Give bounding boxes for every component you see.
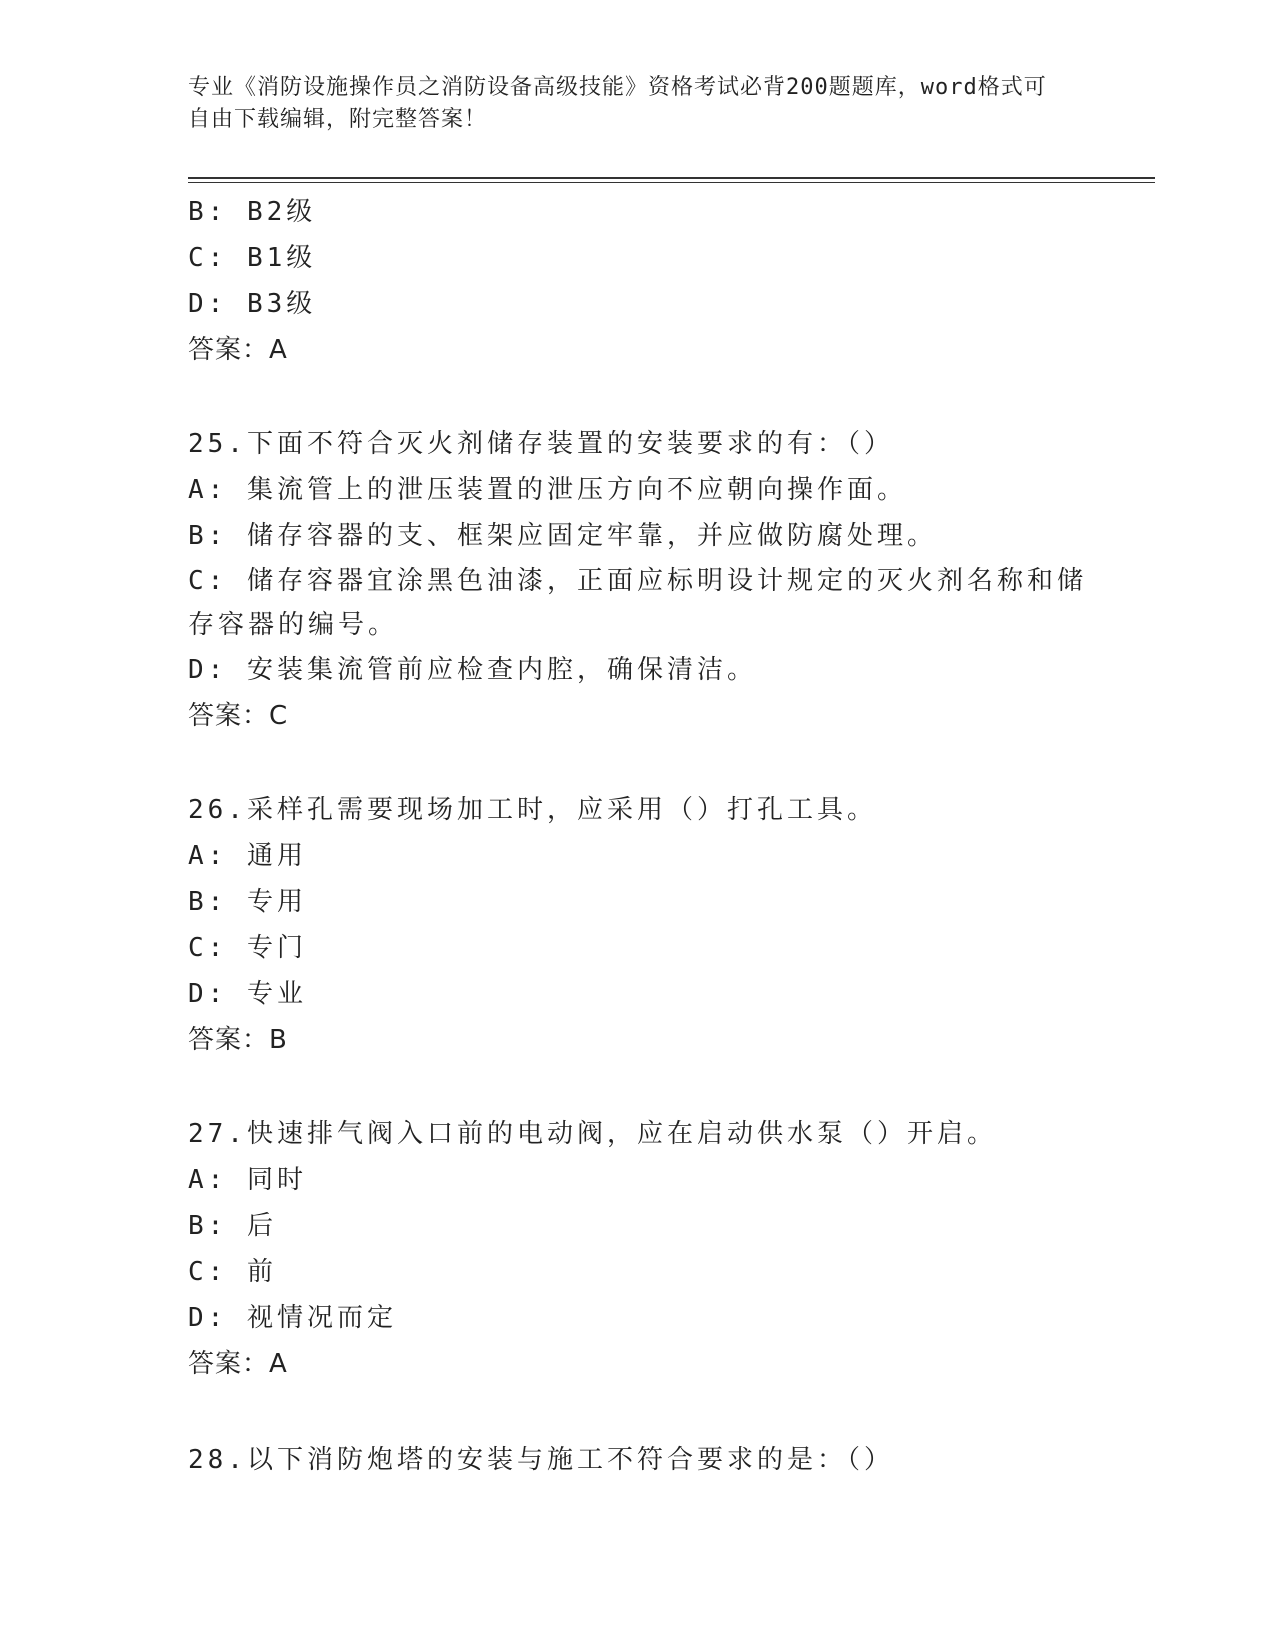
option-b: B: B2级 (188, 197, 317, 227)
option-c: C: B1级 (188, 243, 317, 273)
question-stem: 25.下面不符合灭火剂储存装置的安装要求的有：（） (188, 429, 894, 459)
answer-line: 答案：A (188, 335, 288, 365)
answer-line: 答案：B (188, 1025, 288, 1055)
question-list (188, 189, 1088, 1483)
option-d: D: 专业 (188, 979, 307, 1009)
option-c: C: 储存容器宜涂黑色油漆，正面应标明设计规定的灭火剂名称和储存容器的编号。 (188, 566, 1087, 640)
answer-line: 答案：A (188, 1349, 288, 1379)
option-c: C: 前 (188, 1257, 277, 1287)
question-stem: 26.采样孔需要现场加工时，应采用（）打孔工具。 (188, 795, 877, 825)
document-header: 专业《消防设施操作员之消防设备高级技能》资格考试必背200题题库，word格式可自由下载编辑，附完整答案！ (188, 75, 1047, 132)
option-d: D: 安装集流管前应检查内腔，确保清洁。 (188, 655, 757, 685)
option-b: B: 专用 (188, 887, 307, 917)
option-d: D: B3级 (188, 289, 317, 319)
option-b: B: 后 (188, 1211, 277, 1241)
option-a: A: 通用 (188, 841, 307, 871)
option-a: A: 同时 (188, 1165, 307, 1195)
option-b: B: 储存容器的支、框架应固定牢靠，并应做防腐处理。 (188, 521, 937, 551)
option-a: A: 集流管上的泄压装置的泄压方向不应朝向操作面。 (188, 475, 907, 505)
question-stem: 28.以下消防炮塔的安装与施工不符合要求的是：（） (188, 1445, 894, 1475)
option-c: C: 专门 (188, 933, 307, 963)
header-divider-thin (188, 182, 1155, 183)
answer-line: 答案：C (188, 701, 289, 731)
question-stem: 27.快速排气阀入口前的电动阀，应在启动供水泵（）开启。 (188, 1119, 997, 1149)
header-divider-thick (188, 177, 1155, 179)
option-d: D: 视情况而定 (188, 1303, 397, 1333)
